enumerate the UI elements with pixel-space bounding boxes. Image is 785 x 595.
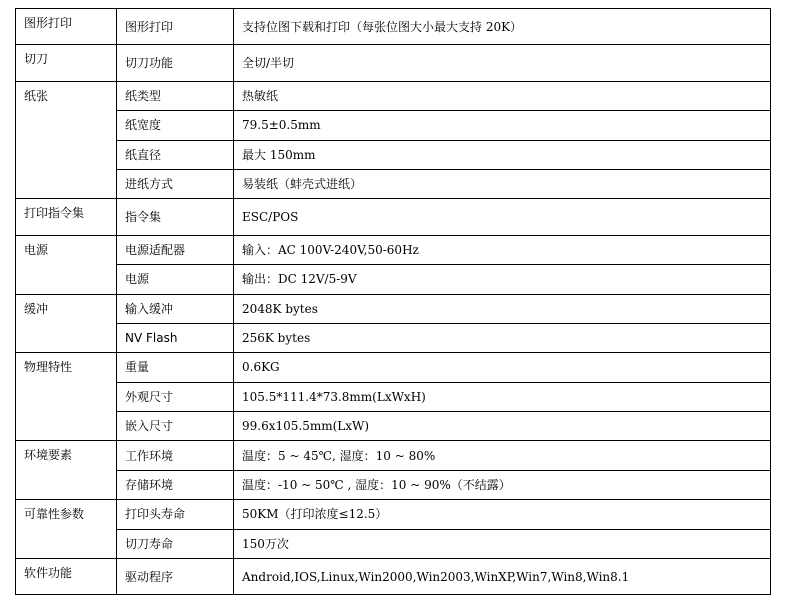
group-label-paper: 纸张 xyxy=(16,81,117,199)
table-row xyxy=(16,382,771,411)
item-label: 电源 xyxy=(117,265,234,294)
item-value: 0.6KG xyxy=(234,353,771,382)
table-row xyxy=(16,111,771,140)
item-label: 驱动程序 xyxy=(117,559,234,595)
table-row xyxy=(16,235,771,264)
table-row xyxy=(16,140,771,169)
item-label: 重量 xyxy=(117,353,234,382)
item-value: 150万次 xyxy=(234,529,771,558)
item-label: NV Flash xyxy=(117,323,234,352)
group-label-software: 软件功能 xyxy=(16,559,117,595)
table-row xyxy=(16,470,771,499)
item-label: 图形打印 xyxy=(117,9,234,45)
item-label: 切刀寿命 xyxy=(117,529,234,558)
table-row xyxy=(16,169,771,198)
item-value: ESC/POS xyxy=(234,199,771,235)
item-label: 纸宽度 xyxy=(117,111,234,140)
item-label: 纸直径 xyxy=(117,140,234,169)
item-label: 工作环境 xyxy=(117,441,234,470)
item-value: 最大 150mm xyxy=(234,140,771,169)
item-label: 嵌入尺寸 xyxy=(117,412,234,441)
item-label: 存储环境 xyxy=(117,470,234,499)
item-value: 50KM（打印浓度≤12.5） xyxy=(234,500,771,529)
group-label-cutter: 切刀 xyxy=(16,45,117,81)
table-row xyxy=(16,9,771,45)
item-value: 全切/半切 xyxy=(234,45,771,81)
table-row xyxy=(16,559,771,595)
group-label-environment: 环境要素 xyxy=(16,441,117,500)
item-value: 99.6x105.5mm(LxW) xyxy=(234,412,771,441)
spec-table-body xyxy=(16,9,771,595)
table-row xyxy=(16,500,771,529)
group-label-command-set: 打印指令集 xyxy=(16,199,117,235)
table-row xyxy=(16,265,771,294)
table-row xyxy=(16,294,771,323)
table-row xyxy=(16,353,771,382)
table-row xyxy=(16,323,771,352)
group-label-buffer: 缓冲 xyxy=(16,294,117,353)
item-value: 热敏纸 xyxy=(234,81,771,110)
item-value: 105.5*111.4*73.8mm(LxWxH) xyxy=(234,382,771,411)
item-value: 温度：5 ~ 45℃, 湿度：10 ~ 80% xyxy=(234,441,771,470)
group-label-power: 电源 xyxy=(16,235,117,294)
item-label: 输入缓冲 xyxy=(117,294,234,323)
table-row xyxy=(16,81,771,110)
item-value: 支持位图下载和打印（每张位图大小最大支持 20K） xyxy=(234,9,771,45)
item-value: 256K bytes xyxy=(234,323,771,352)
item-value: 温度：-10 ~ 50℃ , 湿度：10 ~ 90%（不结露） xyxy=(234,470,771,499)
item-label: 进纸方式 xyxy=(117,169,234,198)
item-value: 易装纸（蚌壳式进纸） xyxy=(234,169,771,198)
item-label: 外观尺寸 xyxy=(117,382,234,411)
item-label: 电源适配器 xyxy=(117,235,234,264)
item-label: 切刀功能 xyxy=(117,45,234,81)
table-row xyxy=(16,45,771,81)
spec-table xyxy=(15,8,771,595)
item-label: 纸类型 xyxy=(117,81,234,110)
table-row xyxy=(16,199,771,235)
group-label-reliability: 可靠性参数 xyxy=(16,500,117,559)
item-label: 指令集 xyxy=(117,199,234,235)
table-row xyxy=(16,412,771,441)
table-row xyxy=(16,529,771,558)
item-value: 输入：AC 100V-240V,50-60Hz xyxy=(234,235,771,264)
item-value: 79.5±0.5mm xyxy=(234,111,771,140)
item-value: 2048K bytes xyxy=(234,294,771,323)
item-value: Android,IOS,Linux,Win2000,Win2003,WinXP,Win7,Win8,Win8.1 xyxy=(234,559,771,595)
item-value: 输出：DC 12V/5-9V xyxy=(234,265,771,294)
table-row xyxy=(16,441,771,470)
group-label-graphic-print: 图形打印 xyxy=(16,9,117,45)
item-label: 打印头寿命 xyxy=(117,500,234,529)
group-label-physical: 物理特性 xyxy=(16,353,117,441)
